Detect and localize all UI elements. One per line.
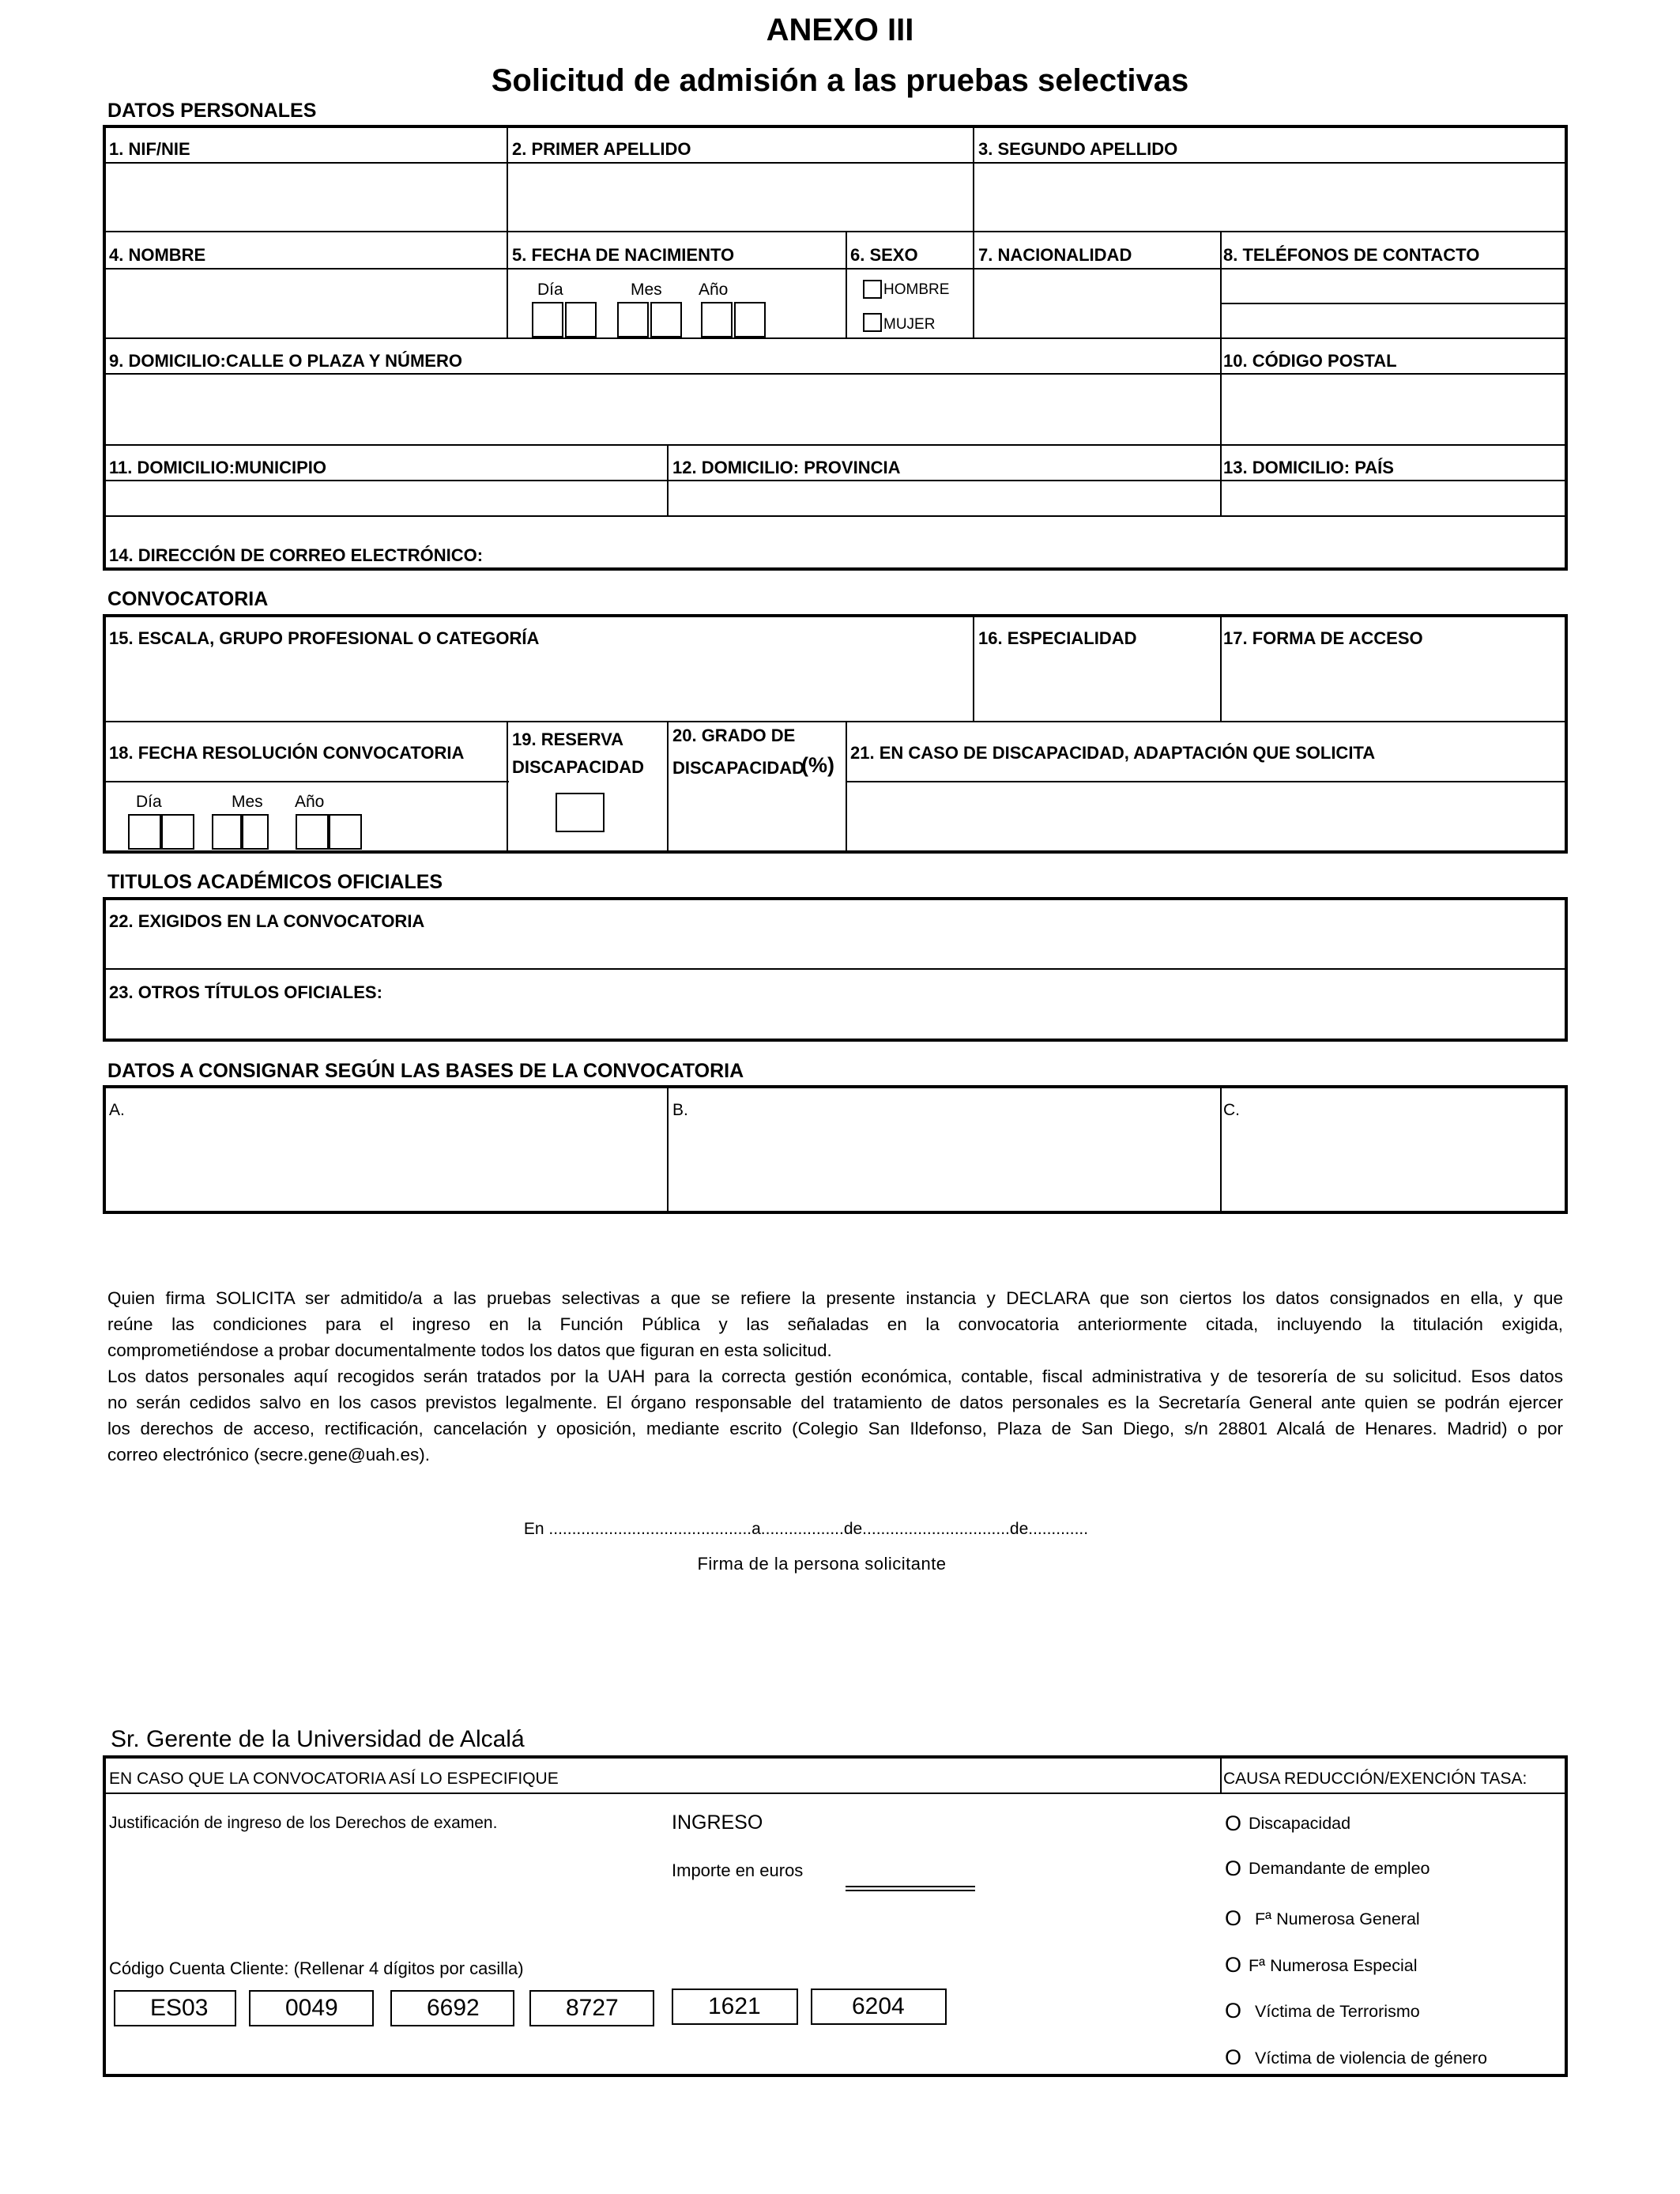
label-sexo: 6. SEXO xyxy=(850,245,918,265)
birth-year-label: Año xyxy=(699,281,729,299)
declaration-line: reúne las condiciones para el ingreso en la Función Pública y las señaladas en la convocatoria anteriormente citada, incluyendo la titulación exigida, xyxy=(107,1314,1563,1334)
importe-label: Importe en euros xyxy=(672,1860,804,1880)
base-a-field[interactable] xyxy=(106,1122,665,1209)
cause-demandante: Demandante de empleo xyxy=(1249,1859,1430,1878)
ingreso-label: INGRESO xyxy=(672,1811,763,1834)
label-titulos-exigidos: 22. EXIGIDOS EN LA CONVOCATORIA xyxy=(109,911,425,931)
iban-box-2[interactable]: 0049 xyxy=(249,1990,374,2026)
nombre-field[interactable] xyxy=(106,270,505,337)
cause-numerosa-general: Fª Numerosa General xyxy=(1255,1909,1420,1928)
provincia-field[interactable] xyxy=(670,482,1219,514)
label-municipio: 11. DOMICILIO:MUNICIPIO xyxy=(109,458,327,477)
birth-day-label: Día xyxy=(537,281,563,299)
label-adaptacion: 21. EN CASO DE DISCAPACIDAD, ADAPTACIÓN QUE SOLICITA xyxy=(850,743,1376,763)
radio-violencia-genero[interactable]: O xyxy=(1225,2045,1242,2069)
birth-day-box-2[interactable] xyxy=(565,302,597,337)
segundo-apellido-field[interactable] xyxy=(976,164,1563,229)
iban-box-4[interactable]: 8727 xyxy=(529,1990,654,2026)
reserva-discapacidad-box[interactable] xyxy=(556,793,605,832)
label-telefonos: 8. TELÉFONOS DE CONTACTO xyxy=(1223,245,1480,265)
resol-day-label: Día xyxy=(136,793,162,811)
label-primer-apellido: 2. PRIMER APELLIDO xyxy=(512,139,691,159)
section-convocatoria: CONVOCATORIA xyxy=(107,588,269,610)
resol-month-label-clip xyxy=(232,790,265,814)
escala-field[interactable] xyxy=(106,656,971,719)
codigo-postal-field[interactable] xyxy=(1223,375,1563,443)
birth-month-box-1[interactable] xyxy=(617,302,649,337)
label-forma-acceso: 17. FORMA DE ACCESO xyxy=(1223,628,1423,648)
telefono-1-field[interactable] xyxy=(1223,270,1563,302)
iban-box-3[interactable]: 6692 xyxy=(390,1990,514,2026)
pais-field[interactable] xyxy=(1223,482,1563,514)
annex-title: ANEXO III xyxy=(766,13,914,47)
label-email: 14. DIRECCIÓN DE CORREO ELECTRÓNICO: xyxy=(109,545,484,565)
label-fecha-resolucion: 18. FECHA RESOLUCIÓN CONVOCATORIA xyxy=(109,743,465,763)
primer-apellido-field[interactable] xyxy=(510,164,971,229)
declaration-line: Quien firma SOLICITA ser admitido/a a las pruebas selectivas a que se refiere la presente instancia y DECLARA que son ciertos los datos consignados en ella, y que xyxy=(107,1288,1563,1308)
label-base-b: B. xyxy=(672,1101,688,1119)
radio-terrorismo[interactable]: O xyxy=(1225,1999,1242,2022)
signature-place-date[interactable]: En ............................................a..................de................................de............. xyxy=(523,1520,1089,1538)
iban-box-1[interactable]: ES03 xyxy=(114,1990,236,2026)
resol-day-box-1[interactable] xyxy=(128,814,161,850)
adaptacion-field[interactable] xyxy=(849,784,1563,849)
telefono-2-field[interactable] xyxy=(1223,305,1563,337)
radio-numerosa-general[interactable]: O xyxy=(1225,1906,1242,1930)
label-escala: 15. ESCALA, GRUPO PROFESIONAL O CATEGORÍA xyxy=(109,628,540,648)
resol-year-label: Año xyxy=(295,793,325,811)
section-datos-personales: DATOS PERSONALES xyxy=(107,100,317,122)
declaration-line: no serán cedidos salvo en los casos previstos legalmente. El órgano responsable del tratamiento de datos personales es la Secretaría General ante quien se podrán ejercer xyxy=(107,1393,1563,1412)
forma-acceso-field[interactable] xyxy=(1223,656,1563,719)
label-nacionalidad: 7. NACIONALIDAD xyxy=(978,245,1132,265)
signature-label: Firma de la persona solicitante xyxy=(697,1554,947,1574)
nacionalidad-field[interactable] xyxy=(976,270,1219,337)
declaration-line: los derechos de acceso, rectificación, cancelación y oposición, mediante escrito (Colegio San Ildefonso, Plaza de San Diego, s/n 28801 Alcalá de Henares. Madrid) o por xyxy=(107,1419,1563,1438)
justificacion-label: Justificación de ingreso de los Derechos de examen. xyxy=(109,1814,498,1832)
cause-discapacidad: Discapacidad xyxy=(1249,1814,1351,1833)
mujer-checkbox[interactable] xyxy=(863,313,882,332)
cause-violencia-genero: Víctima de violencia de género xyxy=(1255,2049,1488,2068)
resol-day-box-2[interactable] xyxy=(161,814,194,850)
label-base-a: A. xyxy=(109,1101,125,1119)
cause-terrorismo: Víctima de Terrorismo xyxy=(1255,2002,1420,2021)
payment-header-right: CAUSA REDUCCIÓN/EXENCIÓN TASA: xyxy=(1223,1770,1527,1788)
iban-box-6[interactable]: 6204 xyxy=(811,1989,947,2025)
label-grado-1: 20. GRADO DE xyxy=(672,726,796,745)
birth-year-box-1[interactable] xyxy=(701,302,733,337)
birth-month-box-2[interactable] xyxy=(650,302,682,337)
label-otros-titulos: 23. OTROS TÍTULOS OFICIALES: xyxy=(109,982,382,1002)
section-datos-bases: DATOS A CONSIGNAR SEGÚN LAS BASES DE LA CONVOCATORIA xyxy=(107,1060,744,1082)
declaration-line: Los datos personales aquí recogidos serán tratados por la UAH para la correcta gestión económica, contable, fiscal administrativa y de tesorería de su solicitud. Esos datos xyxy=(107,1367,1563,1386)
label-nombre: 4. NOMBRE xyxy=(109,245,206,265)
otros-titulos-field[interactable] xyxy=(106,1005,1563,1037)
label-reserva-2: DISCAPACIDAD xyxy=(512,757,645,777)
resol-month-box-1[interactable] xyxy=(212,814,242,850)
declaration-line: correo electrónico (secre.gene@uah.es). xyxy=(107,1445,431,1465)
resol-month-box-2[interactable] xyxy=(242,814,269,850)
email-field[interactable] xyxy=(443,518,1563,566)
resol-month-label: Mes xyxy=(232,793,263,811)
label-provincia: 12. DOMICILIO: PROVINCIA xyxy=(672,458,901,477)
label-grado-2: DISCAPACIDAD xyxy=(672,758,805,778)
label-reserva-1: 19. RESERVA xyxy=(512,729,624,749)
cause-numerosa-especial: Fª Numerosa Especial xyxy=(1249,1956,1418,1975)
nif-field[interactable] xyxy=(106,164,505,229)
radio-discapacidad[interactable]: O xyxy=(1225,1811,1242,1835)
importe-field[interactable] xyxy=(846,1857,975,1887)
importe-underline-2 xyxy=(846,1890,975,1891)
hombre-label: HOMBRE xyxy=(883,281,950,298)
mujer-label: MUJER xyxy=(883,316,936,333)
addressee: Sr. Gerente de la Universidad de Alcalá xyxy=(111,1726,525,1752)
radio-numerosa-especial[interactable]: O xyxy=(1225,1953,1242,1977)
cuenta-label: Código Cuenta Cliente: (Rellenar 4 dígitos por casilla) xyxy=(109,1958,524,1978)
resol-year-box-1[interactable] xyxy=(296,814,329,850)
label-codigo-postal: 10. CÓDIGO POSTAL xyxy=(1223,351,1397,371)
label-pais: 13. DOMICILIO: PAÍS xyxy=(1223,458,1394,477)
birth-month-label: Mes xyxy=(631,281,662,299)
municipio-field[interactable] xyxy=(106,482,665,514)
label-domicilio-calle: 9. DOMICILIO:CALLE O PLAZA Y NÚMERO xyxy=(109,351,462,371)
titulos-exigidos-field[interactable] xyxy=(106,934,1563,967)
label-nif: 1. NIF/NIE xyxy=(109,139,190,159)
radio-demandante[interactable]: O xyxy=(1225,1857,1242,1880)
domicilio-calle-field[interactable] xyxy=(106,375,1219,443)
base-b-field[interactable] xyxy=(670,1122,1219,1209)
declaration-text xyxy=(107,1285,1563,1468)
label-especialidad: 16. ESPECIALIDAD xyxy=(978,628,1137,648)
label-grado-percent: (%) xyxy=(801,753,834,777)
iban-box-5[interactable]: 1621 xyxy=(672,1989,798,2025)
label-segundo-apellido: 3. SEGUNDO APELLIDO xyxy=(978,139,1178,159)
especialidad-field[interactable] xyxy=(976,656,1219,719)
grado-discapacidad-field[interactable] xyxy=(670,784,844,849)
base-c-field[interactable] xyxy=(1223,1122,1563,1209)
importe-underline xyxy=(846,1886,975,1887)
birth-day-box-1[interactable] xyxy=(532,302,563,337)
section-titulos: TITULOS ACADÉMICOS OFICIALES xyxy=(107,871,443,893)
label-base-c: C. xyxy=(1223,1101,1240,1119)
payment-header-left: EN CASO QUE LA CONVOCATORIA ASÍ LO ESPECIFIQUE xyxy=(109,1770,559,1788)
hombre-checkbox[interactable] xyxy=(863,280,882,299)
page-title: Solicitud de admisión a las pruebas selectivas xyxy=(491,63,1189,98)
label-fecha-nacimiento: 5. FECHA DE NACIMIENTO xyxy=(512,245,735,265)
birth-year-box-2[interactable] xyxy=(734,302,766,337)
resol-year-box-2[interactable] xyxy=(329,814,362,850)
declaration-line: comprometiéndose a probar documentalmente todos los datos que figuran en esta solicitud. xyxy=(107,1340,832,1360)
